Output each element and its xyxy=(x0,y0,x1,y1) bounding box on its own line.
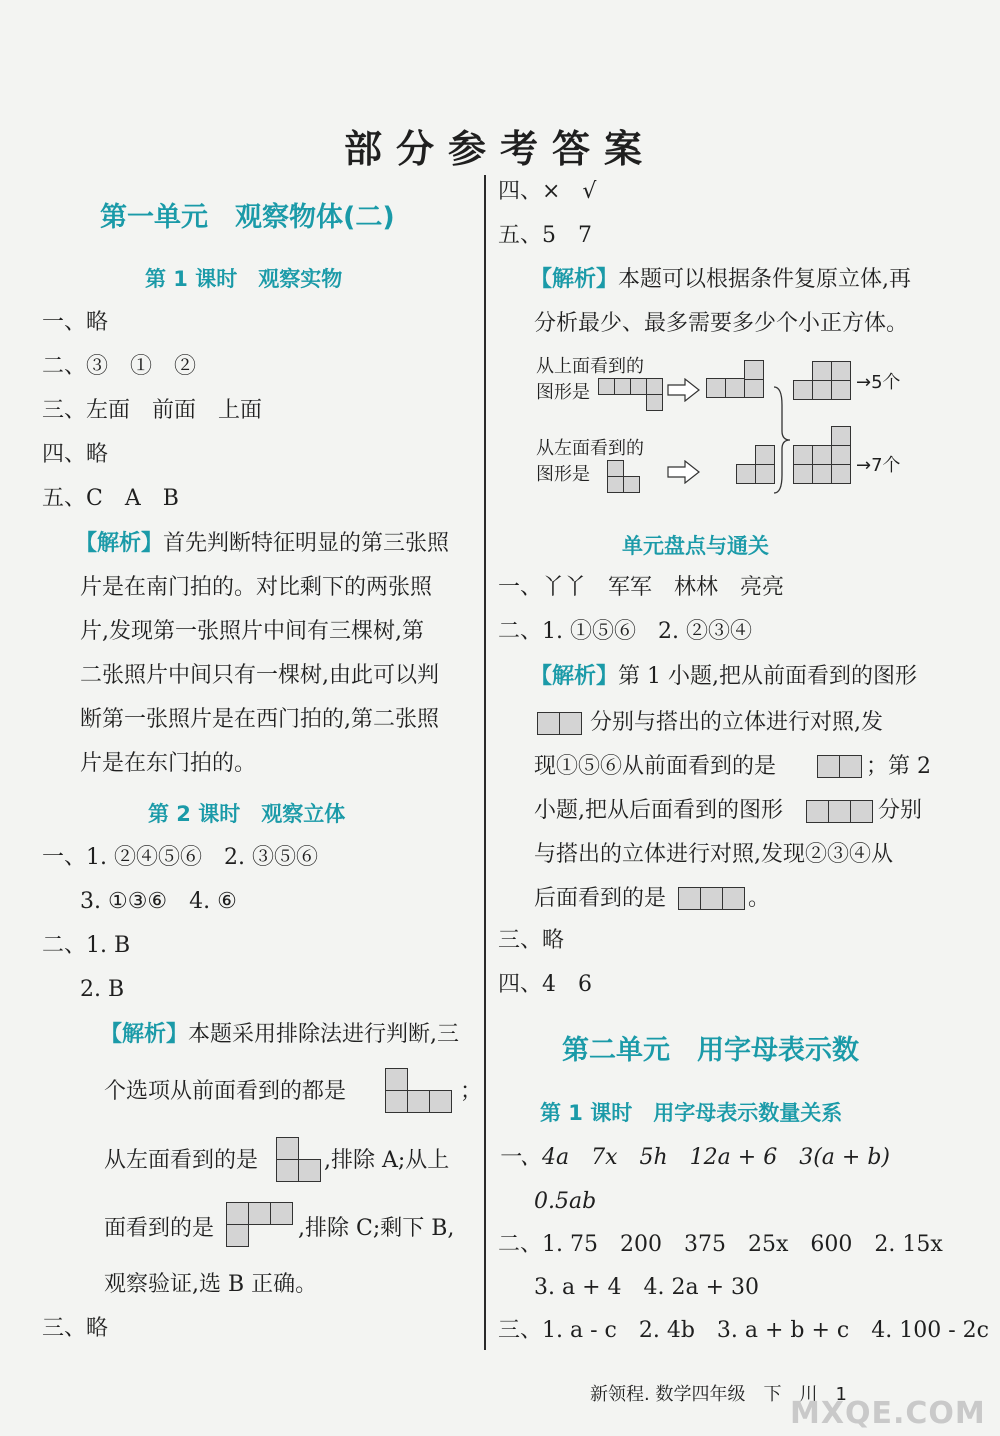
explanation-line: 后面看到的是 xyxy=(534,886,667,911)
explanation-tag: 【解析】 xyxy=(530,664,619,689)
answer-line: 一、丫丫 军军 林林 亮亮 xyxy=(498,575,785,600)
explanation-tag: 【解析】 xyxy=(75,531,164,556)
answer-line: 五、5 7 xyxy=(498,223,592,248)
answer-line: 四、略 xyxy=(42,442,109,467)
answer-line: 一、1. ②④⑤⑥ 2. ③⑤⑥ xyxy=(42,845,318,870)
explanation-line: 个选项从前面看到的都是 xyxy=(104,1079,347,1104)
explanation-line: 现①⑤⑥从前面看到的是 xyxy=(534,754,777,779)
lesson2-title: 第 2 课时 观察立体 xyxy=(148,802,346,826)
explanation-line: 小题,把从后面看到的图形 xyxy=(534,798,783,823)
explanation-tag: 【解析】 xyxy=(100,1022,189,1047)
figure-label-top: 从上面看到的 图形是 xyxy=(536,356,644,403)
figure-label-left: 从左面看到的 图形是 xyxy=(536,438,644,485)
answer-line: 三、略 xyxy=(498,928,565,953)
answer-line: 四、4 6 xyxy=(498,972,592,997)
answer-line: 二、1. B xyxy=(42,933,131,958)
answer-line: 三、1. a - c 2. 4b 3. a + b + c 4. 100 - 2c xyxy=(498,1318,989,1343)
page-footer: 新领程. 数学四年级 下 川 1 xyxy=(590,1384,847,1405)
lesson21-title: 第 1 课时 用字母表示数量关系 xyxy=(540,1101,843,1125)
answer-line: 3. ①③⑥ 4. ⑥ xyxy=(80,889,237,914)
review-title: 单元盘点与通关 xyxy=(622,534,769,558)
answer-line: 三、左面 前面 上面 xyxy=(42,398,263,423)
watermark: MXQE.COM xyxy=(790,1396,986,1431)
count-min: →5个 xyxy=(856,372,901,393)
explanation-line: 片,发现第一张照片中间有三棵树,第 xyxy=(80,619,424,644)
explanation-line: 分析最少、最多需要多少个小正方体。 xyxy=(534,311,909,336)
answer-line: 一、略 xyxy=(42,310,109,335)
answer-line: 二、③ ① ② xyxy=(42,354,197,379)
explanation-line: ,排除 C;剩下 B, xyxy=(298,1216,455,1241)
answer-line: 2. B xyxy=(80,977,125,1002)
explanation-tag: 【解析】 xyxy=(530,267,619,292)
page-title: 部分参考答案 xyxy=(343,127,656,171)
explanation-line: ；第 2 xyxy=(866,754,931,779)
explanation-line: 分别与搭出的立体进行对照,发 xyxy=(590,710,883,735)
explanation-line: 【解析】本题可以根据条件复原立体,再 xyxy=(530,267,912,292)
explanation-line: 【解析】本题采用排除法进行判断,三 xyxy=(100,1022,460,1047)
explanation-line: 观察验证,选 B 正确。 xyxy=(104,1272,318,1297)
unit2-title: 第二单元 用字母表示数 xyxy=(562,1035,859,1066)
explanation-line: 分别 xyxy=(878,798,923,823)
answer-line: 四、× √ xyxy=(498,179,597,204)
answer-line: 0.5ab xyxy=(534,1189,597,1214)
answer-line: 二、1. 75 200 375 25x 600 2. 15x xyxy=(498,1232,943,1257)
answer-line: 五、C A B xyxy=(42,486,179,511)
explanation-line: 【解析】第 1 小题,把从前面看到的图形 xyxy=(530,664,917,689)
explanation-line: 与搭出的立体进行对照,发现②③④从 xyxy=(534,842,893,867)
explanation-line: 片是在东门拍的。 xyxy=(80,751,257,776)
explanation-line: 从左面看到的是 xyxy=(104,1148,259,1173)
answer-line: 二、1. ①⑤⑥ 2. ②③④ xyxy=(498,619,752,644)
explanation-line: 片是在南门拍的。对比剩下的两张照 xyxy=(80,575,433,600)
explanation-line: 。 xyxy=(748,886,771,911)
explanation-line: 【解析】首先判断特征明显的第三张照 xyxy=(75,531,450,556)
explanation-line: ,排除 A;从上 xyxy=(324,1148,450,1173)
explanation-line: 断第一张照片是在西门拍的,第二张照 xyxy=(80,707,439,732)
unit1-title: 第一单元 观察物体(二) xyxy=(100,202,395,233)
arrow-icon xyxy=(667,378,701,402)
explanation-line: 面看到的是 xyxy=(104,1216,215,1241)
explanation-line: ； xyxy=(460,1079,483,1104)
column-divider xyxy=(484,175,486,1350)
answer-line: 一、4a 7x 5h 12a + 6 3(a + b) xyxy=(498,1145,890,1170)
arrow-icon xyxy=(667,460,701,484)
answer-line: 三、略 xyxy=(42,1316,109,1341)
answer-line: 3. a + 4 4. 2a + 30 xyxy=(534,1275,760,1300)
explanation-line: 二张照片中间只有一棵树,由此可以判 xyxy=(80,663,439,688)
lesson1-title: 第 1 课时 观察实物 xyxy=(145,267,343,291)
count-max: →7个 xyxy=(856,455,901,476)
